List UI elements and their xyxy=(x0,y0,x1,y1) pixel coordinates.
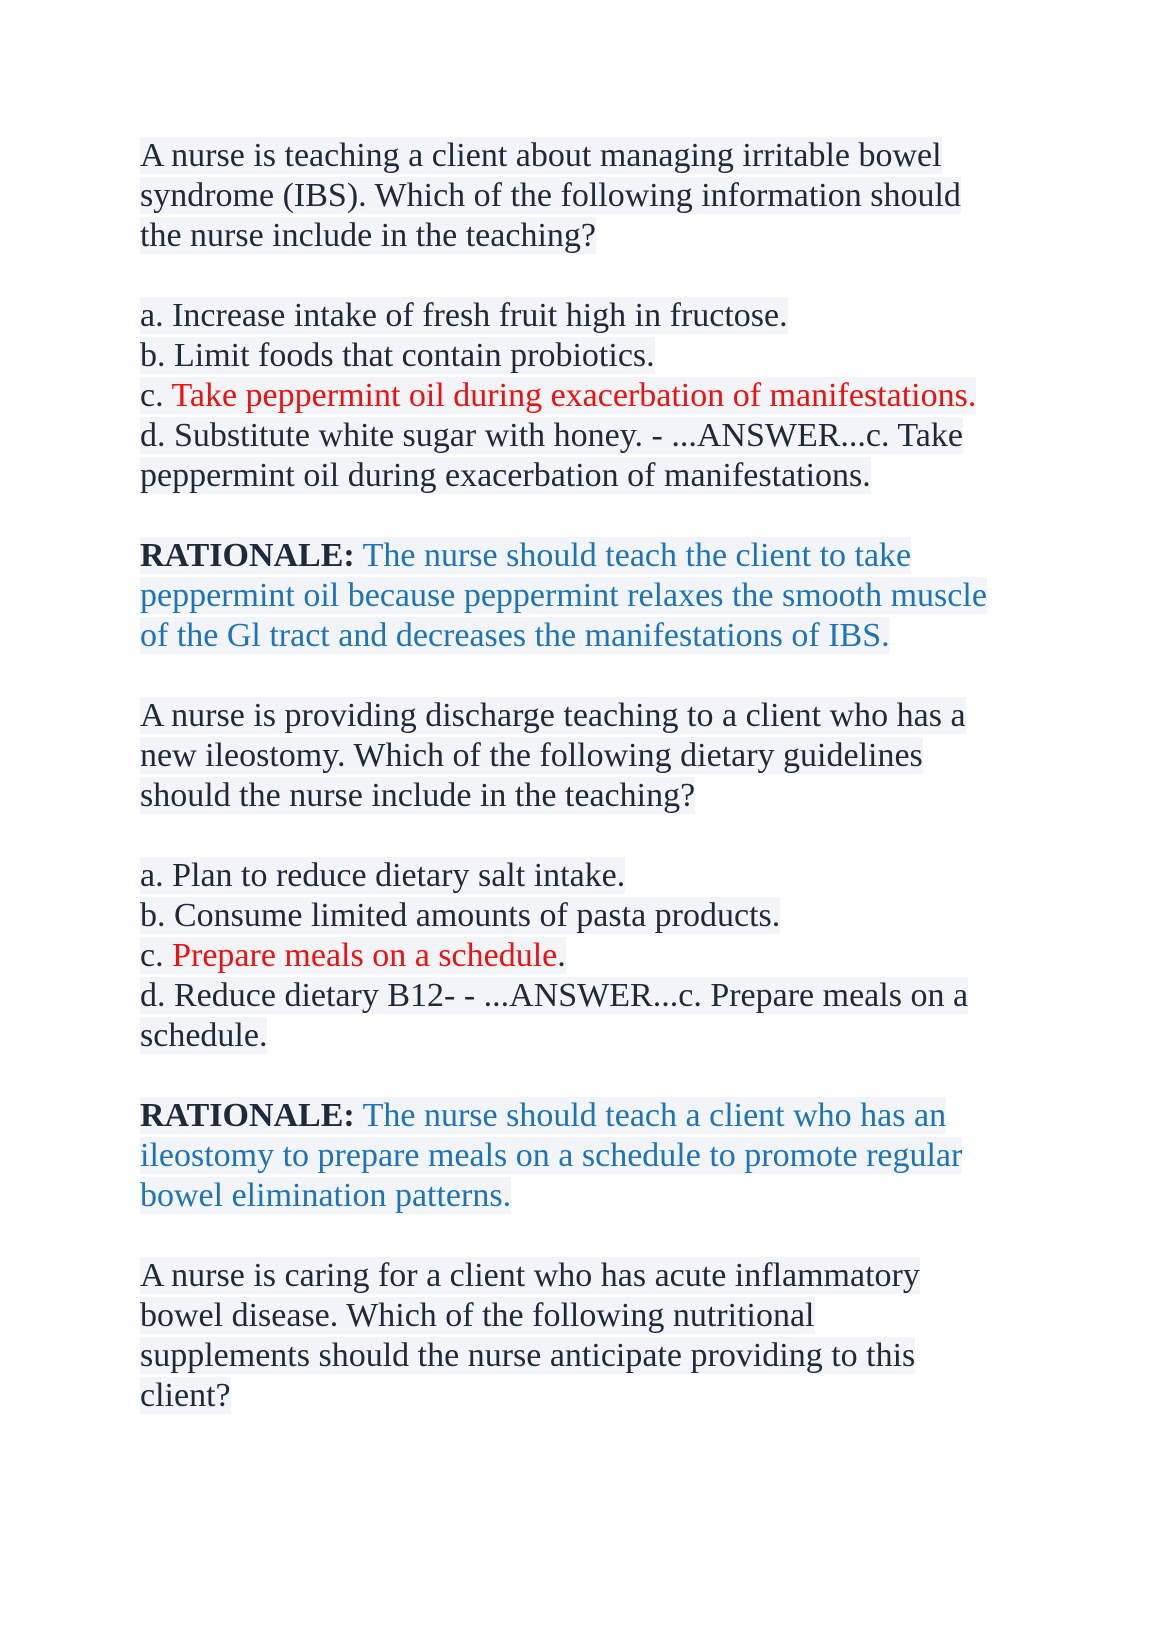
question-text-line: A nurse is caring for a client who has acute inflammatory xyxy=(140,1257,920,1294)
question-3 xyxy=(140,1256,1020,1416)
rationale-text: peppermint oil because peppermint relaxes the smooth muscle xyxy=(140,577,987,614)
answer-continuation: schedule. xyxy=(140,1017,268,1054)
correct-option-text: Prepare meals on a schedule xyxy=(172,937,558,974)
question-text-line: bowel disease. Which of the following nutritional xyxy=(140,1297,815,1334)
question-text-line: should the nurse include in the teaching? xyxy=(140,777,696,814)
question-text-line: A nurse is providing discharge teaching to a client who has a xyxy=(140,697,966,734)
rationale-text: The nurse should teach a client who has an xyxy=(354,1097,947,1134)
option-d: d. Reduce dietary B12- - ...ANSWER...c. Prepare meals on a xyxy=(140,977,969,1014)
rationale-text: The nurse should teach the client to take xyxy=(354,537,912,574)
rationale-text: ileostomy to prepare meals on a schedule to promote regular xyxy=(140,1137,963,1174)
question-text-line: supplements should the nurse anticipate providing to this xyxy=(140,1337,916,1374)
option-b: b. Consume limited amounts of pasta products. xyxy=(140,897,781,934)
answer-continuation: peppermint oil during exacerbation of manifestations. xyxy=(140,457,871,494)
correct-option-text: Take peppermint oil during exacerbation of manifestations. xyxy=(171,377,977,414)
question-1 xyxy=(140,136,1020,656)
rationale-text: of the Gl tract and decreases the manifestations of IBS. xyxy=(140,617,890,654)
rationale-label: RATIONALE: xyxy=(140,537,355,574)
option-c xyxy=(140,377,976,414)
option-c-suffix: . xyxy=(557,937,566,974)
question-text-line: the nurse include in the teaching? xyxy=(140,217,596,254)
question-text-line: syndrome (IBS). Which of the following information should xyxy=(140,177,961,214)
rationale-label: RATIONALE: xyxy=(140,1097,355,1134)
option-c xyxy=(140,937,566,974)
rationale-line xyxy=(140,1097,946,1134)
question-text-line: new ileostomy. Which of the following dietary guidelines xyxy=(140,737,923,774)
question-2 xyxy=(140,696,1020,1216)
rationale-text: bowel elimination patterns. xyxy=(140,1177,512,1214)
option-c-prefix: c. xyxy=(140,377,172,414)
option-b: b. Limit foods that contain probiotics. xyxy=(140,337,655,374)
document-content xyxy=(140,136,1020,1416)
option-d: d. Substitute white sugar with honey. - ...ANSWER...c. Take xyxy=(140,417,963,454)
rationale-line xyxy=(140,537,911,574)
option-a: a. Plan to reduce dietary salt intake. xyxy=(140,857,626,894)
question-text-line: A nurse is teaching a client about managing irritable bowel xyxy=(140,137,942,174)
question-text-line: client? xyxy=(140,1377,231,1414)
option-c-prefix: c. xyxy=(140,937,173,974)
option-a: a. Increase intake of fresh fruit high in fructose. xyxy=(140,297,788,334)
